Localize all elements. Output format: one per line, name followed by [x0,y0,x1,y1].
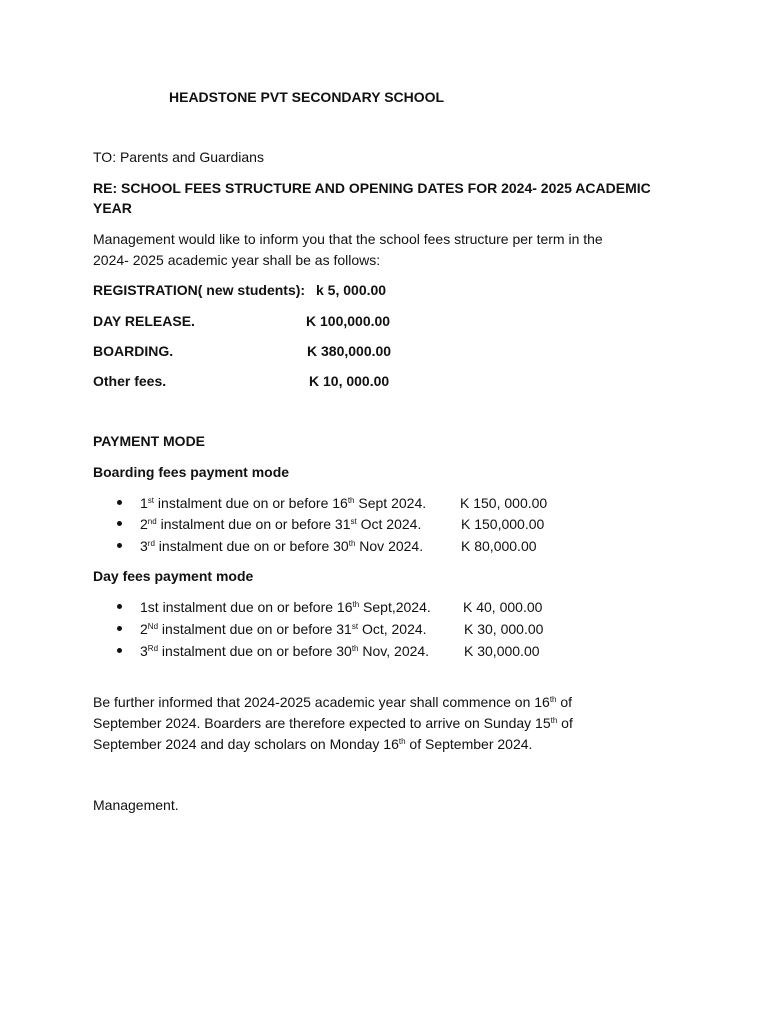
intro-line-1: Management would like to inform you that the school fees structure per term in the [93,231,603,247]
boarding-item-3-amount: K 80,000.00 [461,538,537,554]
day-item-1: 1st instalment due on or before 16th Sept,2024. [140,599,431,615]
fee-other-amount: K 10, 000.00 [309,373,390,389]
day-item-1-amount: K 40, 000.00 [463,599,543,615]
subject-line-1: RE: SCHOOL FEES STRUCTURE AND OPENING DATES FOR 2024- 2025 ACADEMIC [93,180,651,196]
fee-other-label: Other fees. [93,373,167,389]
closing-line-2: September 2024. Boarders are therefore expected to arrive on Sunday 15th of [93,715,573,731]
fee-day-release-amount: K 100,000.00 [306,313,391,329]
bullet-icon [117,500,122,505]
day-heading: Day fees payment mode [93,568,254,584]
bullet-icon [117,543,122,548]
recipient-line: TO: Parents and Guardians [93,149,264,165]
day-item-3-amount: K 30,000.00 [464,643,540,659]
bullet-icon [117,604,122,609]
school-name: HEADSTONE PVT SECONDARY SCHOOL [169,89,445,105]
bullet-icon [117,626,122,631]
boarding-item-1-amount: K 150, 000.00 [460,495,548,511]
boarding-item-3: 3rd instalment due on or before 30th Nov 2024. [140,538,424,554]
fee-day-release-label: DAY RELEASE. [93,313,195,329]
boarding-heading: Boarding fees payment mode [93,464,290,480]
payment-mode-heading: PAYMENT MODE [93,433,206,449]
day-item-3: 3Rd instalment due on or before 30th Nov, 2024. [140,643,430,659]
fee-registration-label: REGISTRATION( new students): [93,282,306,298]
closing-line-1: Be further informed that 2024-2025 academic year shall commence on 16th of [93,694,573,710]
bullet-icon [117,648,122,653]
fee-boarding-label: BOARDING. [93,343,174,359]
boarding-item-2: 2nd instalment due on or before 31st Oct 2024. [140,516,422,532]
boarding-item-1: 1st instalment due on or before 16th Sept 2024. [140,495,427,511]
signoff: Management. [93,797,179,813]
subject-line-2: YEAR [93,200,132,216]
boarding-item-2-amount: K 150,000.00 [461,516,545,532]
intro-line-2: 2024- 2025 academic year shall be as follows: [93,252,381,268]
fee-registration-amount: k 5, 000.00 [316,282,387,298]
fee-boarding-amount: K 380,000.00 [307,343,392,359]
closing-line-3: September 2024 and day scholars on Monday 16th of September 2024. [93,736,533,752]
day-item-2-amount: K 30, 000.00 [464,621,544,637]
day-item-2: 2Nd instalment due on or before 31st Oct, 2024. [140,621,427,637]
bullet-icon [117,521,122,526]
